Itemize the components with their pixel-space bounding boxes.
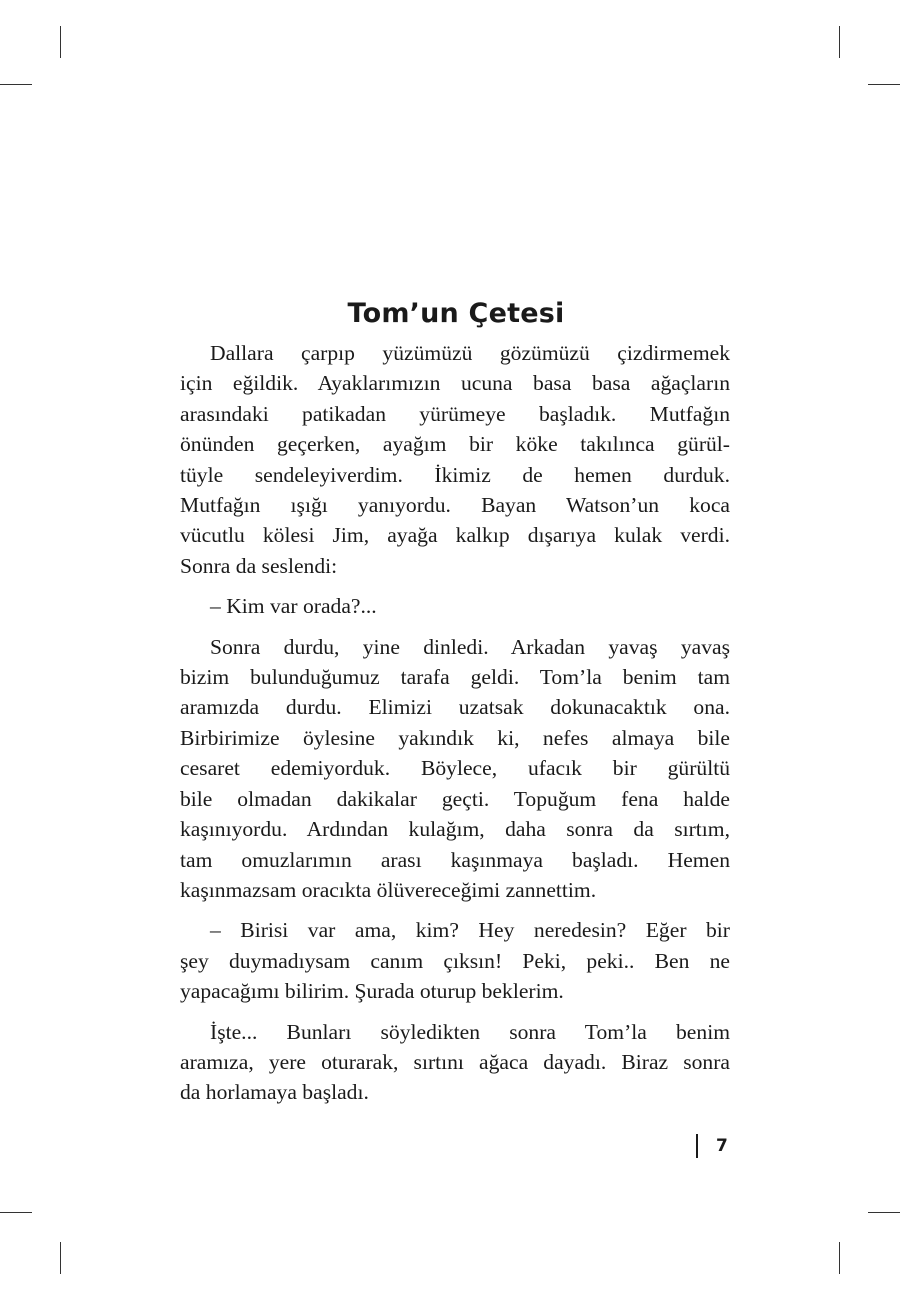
paragraph-4	[180, 915, 730, 1006]
text-line: yapacağımı bilirim. Şurada oturup beklerim.	[180, 979, 564, 1004]
text-line: İşte... Bunları söyledikten sonra Tom’la benim	[210, 1019, 730, 1044]
text-line: kaşınmazsam oracıkta ölüvereceğimi zannettim.	[180, 877, 597, 902]
crop-mark-bottom-right-horizontal	[868, 1212, 900, 1213]
text-line: da horlamaya başladı.	[180, 1080, 369, 1105]
text-line: için eğildik. Ayaklarımızın ucuna basa basa ağaçların	[180, 371, 730, 396]
crop-mark-top-right-vertical	[839, 26, 840, 58]
crop-mark-top-left-vertical	[60, 26, 61, 58]
paragraph-1	[180, 338, 730, 581]
text-line: şey duymadıysam canım çıksın! Peki, peki.. Ben ne	[180, 948, 730, 973]
text-line: Sonra durdu, yine dinledi. Arkadan yavaş yavaş	[210, 634, 730, 659]
text-line: vücutlu kölesi Jim, ayağa kalkıp dışarıya kulak verdi.	[180, 523, 730, 548]
text-line: kaşınıyordu. Ardından kulağım, daha sonra da sırtım,	[180, 817, 730, 842]
page-number: 7	[716, 1136, 728, 1156]
text-line: arasındaki patikadan yürümeye başladık. Mutfağın	[180, 401, 730, 426]
page-folio	[696, 1134, 728, 1158]
text-line: bile olmadan dakikalar geçti. Topuğum fena halde	[180, 786, 730, 811]
paragraph-5	[180, 1017, 730, 1108]
text-line: cesaret edemiyorduk. Böylece, ufacık bir gürültü	[180, 756, 730, 781]
text-line: bizim bulunduğumuz tarafa geldi. Tom’la benim tam	[180, 665, 730, 690]
crop-mark-bottom-right-vertical	[839, 1242, 840, 1274]
paragraph-2	[180, 591, 730, 621]
text-line: aramızda durdu. Elimizi uzatsak dokunacaktık ona.	[180, 695, 730, 720]
text-line: aramıza, yere oturarak, sırtını ağaca dayadı. Biraz sonra	[180, 1049, 730, 1074]
crop-mark-bottom-left-vertical	[60, 1242, 61, 1274]
paragraph-3	[180, 632, 730, 906]
crop-mark-bottom-left-horizontal	[0, 1212, 32, 1213]
text-line: Mutfağın ışığı yanıyordu. Bayan Watson’un koca	[180, 493, 730, 518]
chapter-body	[180, 338, 730, 1108]
text-line: – Birisi var ama, kim? Hey neredesin? Eğer bir	[210, 918, 730, 943]
text-line: Birbirimize öylesine yakındık ki, nefes almaya bile	[180, 725, 730, 750]
text-line: Dallara çarpıp yüzümüzü gözümüzü çizdirmemek	[210, 341, 730, 365]
crop-mark-top-right-horizontal	[868, 84, 900, 85]
crop-mark-top-left-horizontal	[0, 84, 32, 85]
text-line: tüyle sendeleyiverdim. İkimiz de hemen durduk.	[180, 462, 730, 487]
folio-bar	[696, 1134, 698, 1158]
text-line: önünden geçerken, ayağım bir köke takılınca gürül-	[180, 432, 730, 457]
text-line: – Kim var orada?...	[210, 594, 377, 619]
text-line: Sonra da seslendi:	[180, 553, 338, 578]
chapter-title: Tom’un Çetesi	[347, 298, 565, 329]
text-line: tam omuzlarımın arası kaşınmaya başladı. Hemen	[180, 847, 730, 872]
